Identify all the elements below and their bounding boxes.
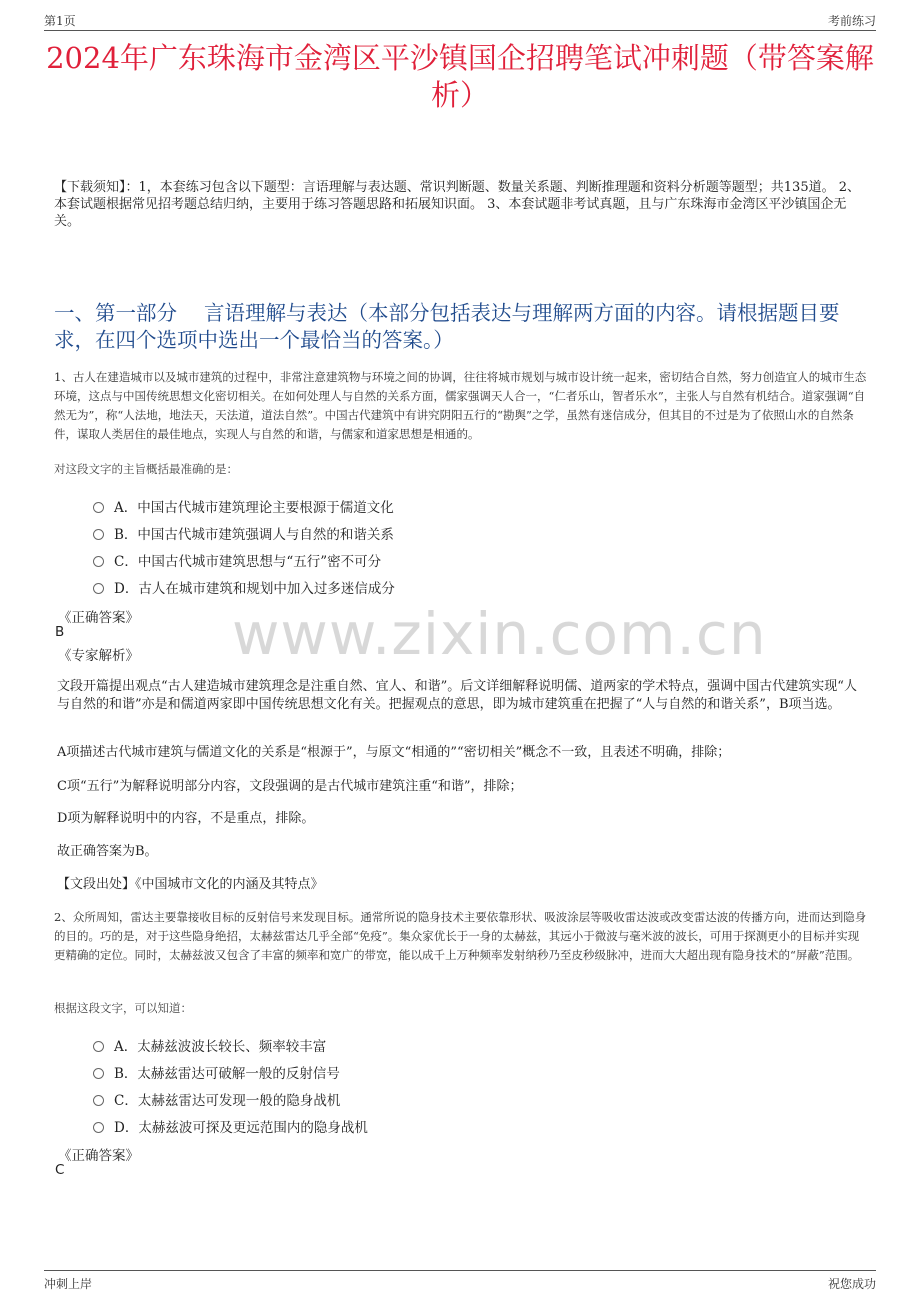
analysis-paragraph: 故正确答案为B。 [57, 844, 158, 859]
header-tag: 考前练习 [827, 14, 876, 28]
radio-icon[interactable] [93, 583, 104, 594]
analysis-paragraph: D项为解释说明中的内容，不是重点，排除。 [57, 811, 315, 826]
radio-icon[interactable] [93, 1041, 104, 1052]
question-2-option-a[interactable] [93, 1035, 326, 1055]
correct-answer: C [55, 1162, 65, 1178]
option-text: C．太赫兹雷达可发现一般的隐身战机 [114, 1093, 341, 1109]
footer-left: 冲刺上岸 [44, 1277, 93, 1291]
analysis-paragraph: 文段开篇提出观点“古人建造城市建筑理念是注重自然、宜人、和谐”。后文详细解释说明儒、道两家的学术特点，强调中国古代建筑实现“人与自然的和谐”亦是和儒道两家即中国传统思想文化有关。把握观点的意思，即为城市建筑重在把握了“人与自然的和谐关系”，B项当选。 [57, 679, 857, 712]
radio-icon[interactable] [93, 502, 104, 513]
radio-icon[interactable] [93, 1068, 104, 1079]
watermark: www.zixin.com.cn [232, 600, 767, 668]
question-2-prompt: 根据这段文字，可以知道： [54, 1001, 192, 1015]
download-notice: 【下载须知】：1，本套练习包含以下题型：言语理解与表达题、常识判断题、数量关系题、判断推理题和资料分析题等题型；共135道。 2、本套试题根据常见招考题总结归纳，主要用于练习答题思路和拓展知识面。 3、本套试题非考试真题，且与广东珠海市金湾区平沙镇国企无关。 [54, 180, 860, 229]
analysis-paragraph: C项“五行”为解释说明部分内容，文段强调的是古代城市建筑注重“和谐”，排除； [57, 779, 523, 794]
option-text: A．中国古代城市建筑理论主要根源于儒道文化 [114, 500, 394, 516]
question-1-passage: 1、古人在建造城市以及城市建筑的过程中，非常注意建筑物与环境之间的协调，往往将城市规划与城市设计统一起来，密切结合自然，努力创造宜人的城市生态环境，这点与中国传统思想文化密切相关。在如何处理人与自然的关系方面，儒家强调天人合一，“仁者乐山，智者乐水”，主张人与自然有机结合。道家强调“自然无为”，称“人法地，地法天，天法道，道法自然”。中国古代建筑中有讲究阴阳五行的“勘舆”之学，虽然有迷信成分，但其目的不过是为了依照山水的自然条件，谋取人类居住的最佳地点，实现人与自然的和谐，与儒家和道家思想是相通的。 [54, 370, 867, 441]
radio-icon[interactable] [93, 1095, 104, 1106]
question-1-option-a[interactable] [93, 496, 394, 516]
page-title: 2024年广东珠海市金湾区平沙镇国企招聘笔试冲刺题（带答案解析） [46, 41, 874, 112]
option-text: D．古人在城市建筑和规划中加入过多迷信成分 [114, 581, 395, 597]
correct-answer: B [55, 624, 65, 640]
option-text: D．太赫兹波可探及更远范围内的隐身战机 [114, 1120, 368, 1136]
page-footer [44, 1270, 876, 1293]
question-1-option-c[interactable] [93, 550, 381, 570]
passage-source: 【文段出处】《中国城市文化的内涵及其特点》 [57, 877, 324, 892]
question-2-passage: 2、众所周知，雷达主要靠接收目标的反射信号来发现目标。通常所说的隐身技术主要依靠形状、吸波涂层等吸收雷达波或改变雷达波的传播方向，进而达到隐身的目的。巧的是，对于这些隐身绝招，太赫兹雷达几乎全部“免疫”。集众家优长于一身的太赫兹，其远小于微波与毫米波的波长，可用于探测更小的目标并实现更精确的定位。同时，太赫兹波又包含了丰富的频率和宽广的带宽，能以成千上万种频率发射纳秒乃至皮秒级脉冲，进而大大超出现有隐身技术的“屏蔽”范围。 [54, 910, 867, 962]
section-title: 一、第一部分 言语理解与表达（本部分包括表达与理解两方面的内容。请根据题目要求，在四个选项中选出一个最恰当的答案。） [54, 301, 840, 352]
page-header [44, 10, 876, 31]
question-1-option-b[interactable] [93, 523, 394, 543]
radio-icon[interactable] [93, 529, 104, 540]
page-number: 第1页 [44, 14, 76, 28]
question-1-prompt: 对这段文字的主旨概括最准确的是： [54, 462, 238, 476]
option-text: B．中国古代城市建筑强调人与自然的和谐关系 [114, 527, 394, 543]
question-2-option-b[interactable] [93, 1062, 340, 1082]
question-1-option-d[interactable] [93, 577, 395, 597]
option-text: A．太赫兹波波长较长、频率较丰富 [114, 1039, 327, 1055]
expert-analysis-label: 《专家解析》 [58, 648, 139, 664]
option-text: B．太赫兹雷达可破解一般的反射信号 [114, 1066, 340, 1082]
question-2-option-c[interactable] [93, 1089, 340, 1109]
footer-right: 祝您成功 [827, 1277, 876, 1291]
analysis-paragraph: A项描述古代城市建筑与儒道文化的关系是“根源于”，与原文“相通的”“密切相关”概念不一致，且表述不明确，排除； [57, 745, 731, 760]
question-2-option-d[interactable] [93, 1116, 368, 1136]
option-text: C．中国古代城市建筑思想与“五行”密不可分 [114, 554, 382, 570]
correct-answer-label: 《正确答案》 [58, 1148, 139, 1164]
correct-answer-label: 《正确答案》 [58, 610, 139, 626]
radio-icon[interactable] [93, 1122, 104, 1133]
radio-icon[interactable] [93, 556, 104, 567]
